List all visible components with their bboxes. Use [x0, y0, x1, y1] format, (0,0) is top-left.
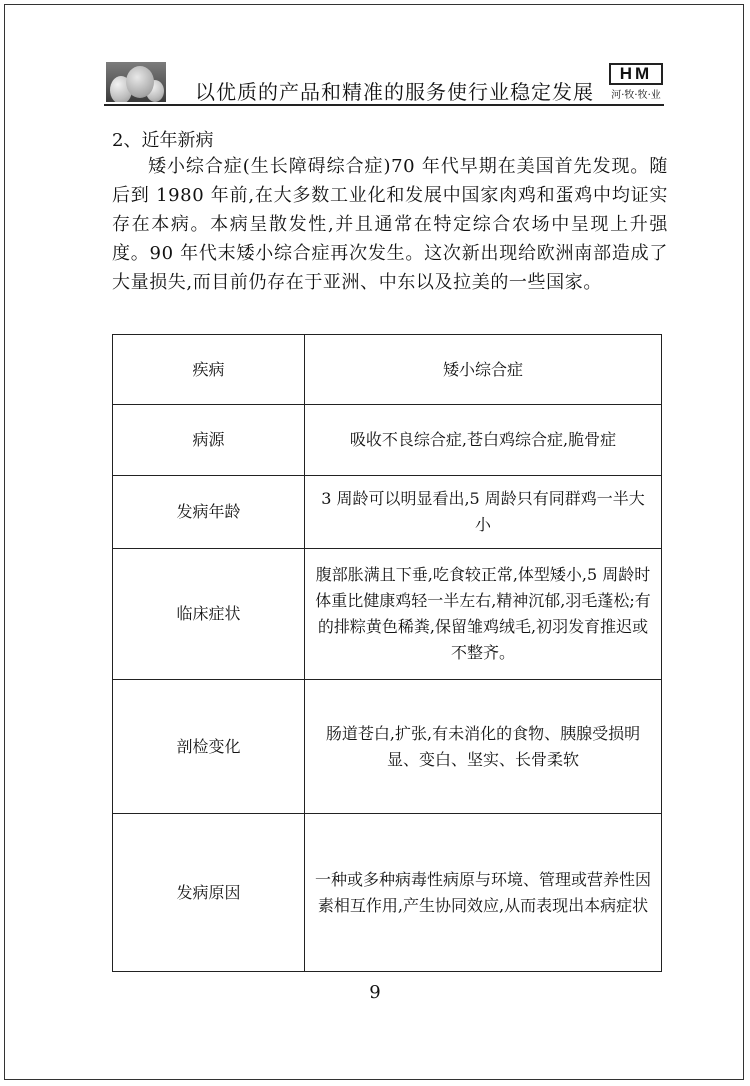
row-label: 发病年龄 [113, 476, 305, 549]
disease-table [112, 334, 662, 972]
row-label: 剖检变化 [113, 680, 305, 814]
header-chick-photo [106, 62, 166, 102]
row-value: 腹部胀满且下垂,吃食较正常,体型矮小,5 周龄时体重比健康鸡轻一半左右,精神沉郁,羽毛蓬松;有的排粽黄色稀粪,保留雏鸡绒毛,初羽发育推迟或不整齐。 [305, 549, 662, 680]
table-row [113, 549, 662, 680]
row-label: 疾病 [113, 335, 305, 405]
row-value: 一种或多种病毒性病原与环境、管理或营养性因素相互作用,产生协同效应,从而表现出本病症状 [305, 814, 662, 972]
table-row [113, 476, 662, 549]
table-row [113, 814, 662, 972]
table-row [113, 680, 662, 814]
row-label: 病源 [113, 405, 305, 476]
row-value: 吸收不良综合症,苍白鸡综合症,脆骨症 [305, 405, 662, 476]
row-value: 3 周龄可以明显看出,5 周龄只有同群鸡一半大小 [305, 476, 662, 549]
body-paragraph: 矮小综合症(生长障碍综合症)70 年代早期在美国首先发现。随后到 1980 年前,在大多数工业化和发展中国家肉鸡和蛋鸡中均证实存在本病。本病呈散发性,并且通常在特定综合农场中呈现上升强度。90 年代末矮小综合症再次发生。这次新出现给欧洲南部造成了大量损失,而目前仍存在于亚洲、中东以及拉美的一些国家。 [112, 156, 668, 293]
table-row [113, 405, 662, 476]
row-label: 发病原因 [113, 814, 305, 972]
page-number: 9 [369, 982, 381, 1003]
row-value: 矮小综合症 [305, 335, 662, 405]
header-divider [104, 104, 664, 106]
row-label: 临床症状 [113, 549, 305, 680]
section-heading: 2、近年新病 [112, 130, 214, 151]
hm-logo [609, 63, 663, 101]
logo-mark: HM [609, 63, 663, 85]
row-value: 肠道苍白,扩张,有未消化的食物、胰腺受损明显、变白、坚实、长骨柔软 [305, 680, 662, 814]
header-title: 以优质的产品和精准的服务使行业稳定发展 [195, 80, 594, 104]
table-row [113, 335, 662, 405]
logo-subtext: 河·牧·牧·业 [611, 90, 661, 101]
chick-image [126, 66, 154, 98]
